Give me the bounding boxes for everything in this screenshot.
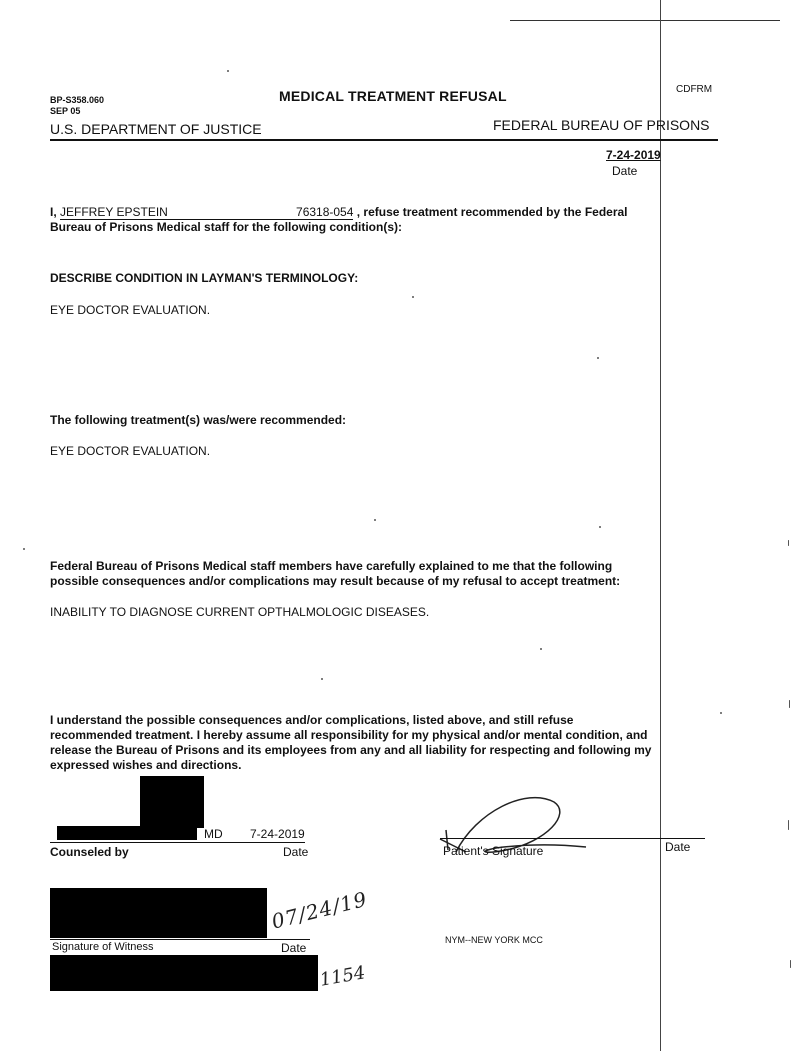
- form-code: CDFRM: [676, 84, 713, 95]
- consequences-line-2: possible consequences and/or complications may result because of my refusal to accept treatment:: [50, 574, 621, 588]
- counseled-by-label: Counseled by: [50, 845, 129, 859]
- release-line-2: recommended treatment. I hereby assume all responsibility for my physical and/or mental condition, and: [50, 728, 648, 742]
- form-title: MEDICAL TREATMENT REFUSAL: [279, 88, 507, 104]
- treatment-value: EYE DOCTOR EVALUATION.: [50, 444, 211, 458]
- release-line-1: I understand the possible consequences and/or complications, listed above, and still refuse: [50, 713, 574, 727]
- witness-date-label: Date: [281, 941, 307, 955]
- release-line-3: release the Bureau of Prisons and its employees from any and all liability for respecting and following my: [50, 743, 652, 757]
- witness-signature-label: Signature of Witness: [52, 941, 154, 953]
- condition-value: EYE DOCTOR EVALUATION.: [50, 303, 211, 317]
- patient-signature-label: Patient's Signature: [443, 844, 544, 858]
- consequences-line-1: Federal Bureau of Prisons Medical staff members have carefully explained to me that the following: [50, 559, 613, 573]
- statement-prefix: I,: [50, 205, 57, 219]
- patient-name: JEFFREY EPSTEIN: [60, 205, 296, 220]
- statement-line-2: Bureau of Prisons Medical staff for the following condition(s):: [50, 220, 403, 234]
- counselor-date: 7-24-2019: [250, 827, 305, 841]
- register-number: 76318-054: [296, 205, 354, 219]
- header-rule: [50, 139, 718, 141]
- department-name: U.S. DEPARTMENT OF JUSTICE: [50, 121, 262, 137]
- redaction-box: [140, 776, 204, 828]
- institution-name: NYM--NEW YORK MCC: [445, 935, 543, 945]
- patient-signature-rule: [440, 838, 705, 839]
- release-line-4: expressed wishes and directions.: [50, 758, 242, 772]
- counselor-rule: [50, 842, 305, 843]
- patient-date-label: Date: [665, 840, 691, 854]
- statement-rest: , refuse treatment recommended by the Federal: [356, 205, 628, 219]
- consequences-value: INABILITY TO DIAGNOSE CURRENT OPTHALMOLOGIC DISEASES.: [50, 605, 430, 619]
- scan-top-line: [510, 20, 780, 21]
- redaction-box: [57, 826, 197, 840]
- time-handwritten: 1154: [318, 962, 367, 991]
- counselor-date-label: Date: [283, 845, 309, 859]
- treatment-heading: The following treatment(s) was/were recommended:: [50, 413, 347, 427]
- condition-heading: DESCRIBE CONDITION IN LAYMAN'S TERMINOLOGY:: [50, 271, 359, 285]
- redaction-box: [50, 888, 267, 938]
- witness-date-handwritten: 07/24/19: [269, 886, 370, 934]
- header-date-value: 7-24-2019: [606, 148, 661, 162]
- form-number: BP-S358.060: [50, 95, 105, 105]
- form-date: SEP 05: [50, 106, 81, 116]
- statement-line-1: [50, 205, 628, 220]
- witness-rule: [50, 939, 310, 940]
- counselor-credential: MD: [204, 827, 223, 841]
- agency-name: FEDERAL BUREAU OF PRISONS: [493, 117, 710, 133]
- redaction-box: [50, 955, 318, 991]
- header-date-label: Date: [612, 164, 638, 178]
